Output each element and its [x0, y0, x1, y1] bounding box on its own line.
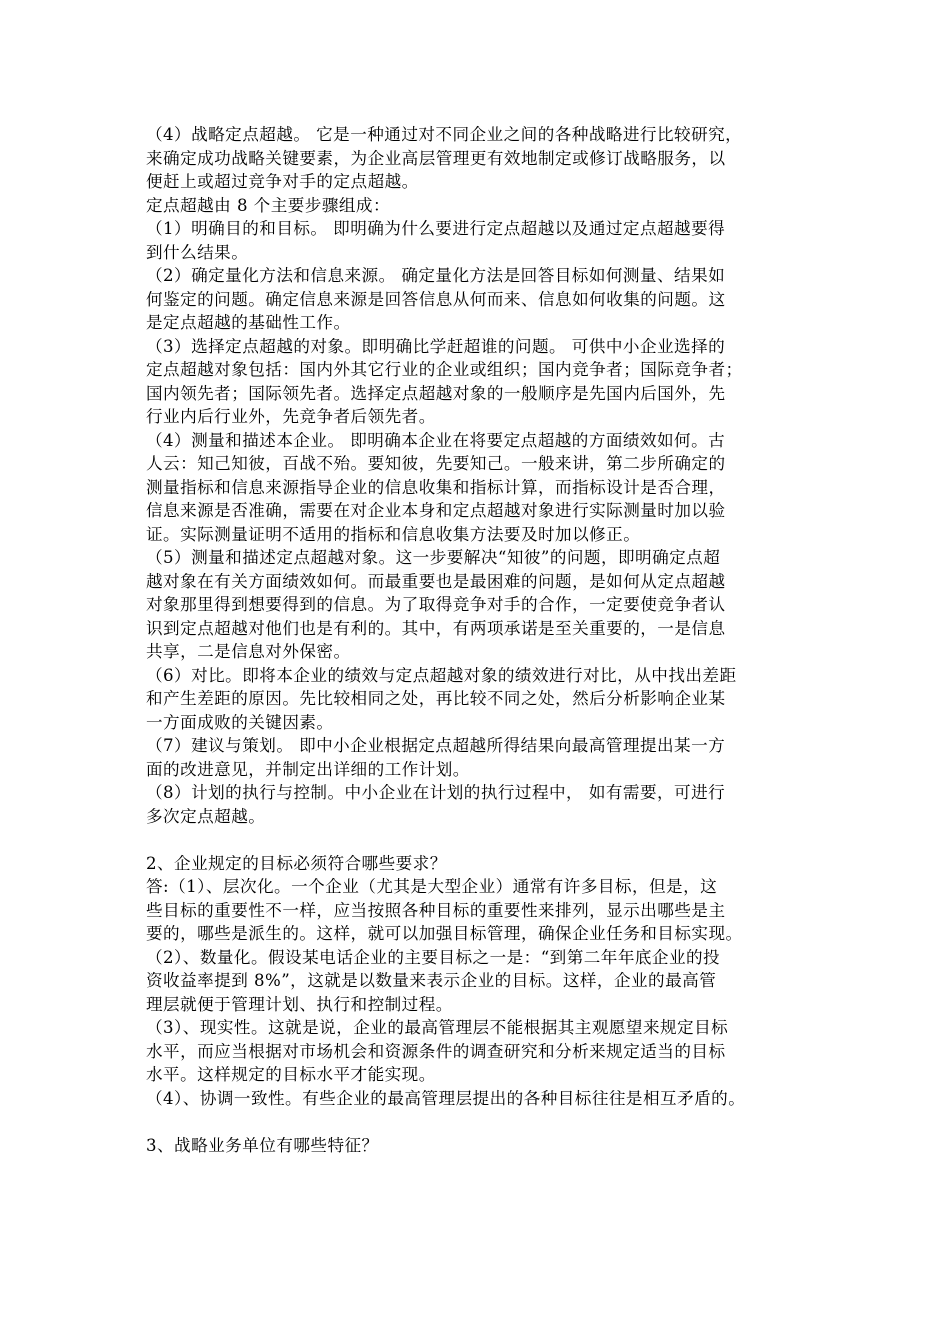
- paragraph-line: （3）选择定点超越的对象。即明确比学赶超谁的问题。 可供中小企业选择的: [146, 336, 726, 356]
- paragraph-line: 定点超越对象包括：国内外其它行业的企业或组织；国内竞争者；国际竞争者；: [146, 360, 743, 379]
- paragraph-line: 到什么结果。: [146, 242, 249, 262]
- paragraph-line: （3）、现实性。这就是说，企业的最高管理层不能根据其主观愿望来规定目标: [146, 1018, 729, 1037]
- section-benchmarking-steps: [146, 123, 808, 828]
- paragraph-line: 水平。这样规定的目标水平才能实现。: [146, 1065, 436, 1084]
- question-heading: 3、战略业务单位有哪些特征？: [146, 1135, 379, 1155]
- paragraph-line: 理层就便于管理计划、执行和控制过程。: [146, 994, 453, 1014]
- paragraph-line: 答:（1）、层次化。一个企业（尤其是大型企业）通常有许多目标，但是，这: [146, 877, 718, 896]
- paragraph-line: （5）测量和描述定点超越对象。这一步要解决“知彼”的问题，即明确定点超: [146, 548, 721, 567]
- paragraph-line: （2）确定量化方法和信息来源。 确定量化方法是回答目标如何测量、结果如: [146, 266, 726, 285]
- paragraph-gap: [146, 828, 808, 852]
- paragraph-line: 资收益率提到 8%”，这就是以数量来表示企业的目标。这样，企业的最高管: [146, 971, 717, 990]
- paragraph-line: 定点超越由 8 个主要步骤组成：: [146, 195, 391, 215]
- paragraph-line: 一方面成败的关键因素。: [146, 712, 334, 732]
- paragraph-line: （4）、协调一致性。有些企业的最高管理层提出的各种目标往往是相互矛盾的。: [146, 1088, 746, 1108]
- paragraph-line: （1）明确目的和目标。 即明确为什么要进行定点超越以及通过定点超越要得: [146, 219, 726, 238]
- paragraph-gap: [146, 1110, 808, 1134]
- paragraph-line: 是定点超越的基础性工作。: [146, 313, 351, 332]
- paragraph-line: （4）测量和描述本企业。 即明确本企业在将要定点超越的方面绩效如何。古: [146, 430, 726, 450]
- paragraph-line: 人云：知己知彼，百战不殆。要知彼，先要知己。一般来讲，第二步所确定的: [146, 454, 726, 473]
- paragraph-line: 信息来源是否准确，需要在对企业本身和定点超越对象进行实际测量时加以验: [146, 501, 726, 520]
- paragraph-line: 证。实际测量证明不适用的指标和信息收集方法要及时加以修正。: [146, 524, 641, 544]
- paragraph-line: 越对象在有关方面绩效如何。而最重要也是最困难的问题，是如何从定点超越: [146, 571, 726, 591]
- paragraph-line: 国内领先者；国际领先者。选择定点超越对象的一般顺序是先国内后国外，先: [146, 383, 726, 403]
- paragraph-line: 面的改进意见，并制定出详细的工作计划。: [146, 759, 470, 779]
- paragraph-line: 要的，哪些是派生的。这样，就可以加强目标管理，确保企业任务和目标实现。: [146, 924, 743, 943]
- paragraph-line: 来确定成功战略关键要素，为企业高层管理更有效地制定或修订战略服务，以: [146, 148, 726, 168]
- section-sbu-features: [146, 1134, 808, 1158]
- paragraph-line: 水平，而应当根据对市场机会和资源条件的调查研究和分析来规定适当的目标: [146, 1041, 726, 1061]
- document-page: [146, 123, 808, 1157]
- paragraph-line: （2）、数量化。假设某电话企业的主要目标之一是：“到第二年年底企业的投: [146, 947, 721, 967]
- paragraph-line: （6）对比。即将本企业的绩效与定点超越对象的绩效进行对比，从中找出差距: [146, 665, 737, 685]
- paragraph-line: 识到定点超越对他们也是有利的。其中，有两项承诺是至关重要的，一是信息: [146, 618, 726, 638]
- paragraph-line: 和产生差距的原因。先比较相同之处，再比较不同之处，然后分析影响企业某: [146, 689, 726, 708]
- question-heading: 2、企业规定的目标必须符合哪些要求？: [146, 853, 447, 873]
- paragraph-line: 便赶上或超过竞争对手的定点超越。: [146, 172, 419, 191]
- paragraph-line: （7）建议与策划。 即中小企业根据定点超越所得结果向最高管理提出某一方: [146, 736, 726, 755]
- paragraph-line: 测量指标和信息来源指导企业的信息收集和指标计算，而指标设计是否合理，: [146, 477, 726, 497]
- paragraph-line: 些目标的重要性不一样，应当按照各种目标的重要性来排列，显示出哪些是主: [146, 900, 726, 920]
- paragraph-line: 对象那里得到想要得到的信息。为了取得竞争对手的合作，一定要使竞争者认: [146, 595, 726, 614]
- paragraph-line: 行业内后行业外，先竞争者后领先者。: [146, 407, 436, 426]
- paragraph-line: （4）战略定点超越。 它是一种通过对不同企业之间的各种战略进行比较研究，: [146, 125, 743, 144]
- paragraph-line: 共享，二是信息对外保密。: [146, 642, 351, 661]
- section-objective-requirements: [146, 852, 808, 1111]
- paragraph-line: （8）计划的执行与控制。中小企业在计划的执行过程中， 如有需要，可进行: [146, 783, 726, 802]
- paragraph-line: 多次定点超越。: [146, 806, 266, 826]
- paragraph-line: 何鉴定的问题。确定信息来源是回答信息从何而来、信息如何收集的问题。这: [146, 289, 726, 309]
